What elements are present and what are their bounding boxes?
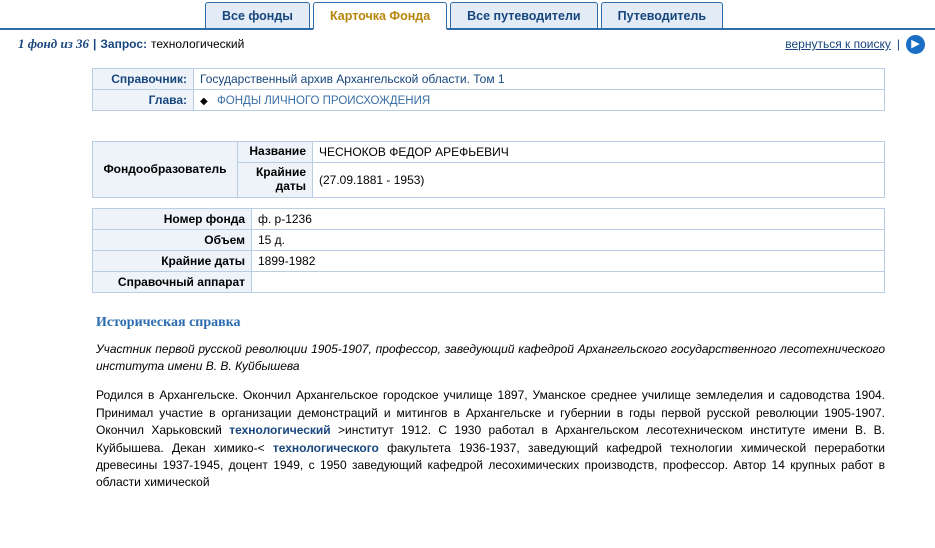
table-row xyxy=(93,208,885,229)
founder-table xyxy=(92,141,885,198)
body-text-part-2: >институт 1912. С 1930 работал в Архангельском лесотехническом институте имени В. В. Куйбышева. Декан химико-< xyxy=(96,423,885,455)
chapter-label: Глава: xyxy=(93,90,194,111)
table-row xyxy=(93,250,885,271)
fund-dates-value: 1899-1982 xyxy=(252,250,885,271)
reference-table xyxy=(92,68,885,111)
chapter-link[interactable]: ФОНДЫ ЛИЧНОГО ПРОИСХОЖДЕНИЯ xyxy=(217,95,431,107)
body-highlight-2: технологического xyxy=(272,440,379,455)
back-to-search-link[interactable]: вернуться к поиску xyxy=(785,37,891,51)
tab-all-funds[interactable]: Все фонды xyxy=(205,2,310,28)
historical-note-body xyxy=(96,387,885,491)
founder-dates-label: Крайние даты xyxy=(238,163,313,198)
founder-label: Фондообразователь xyxy=(93,142,238,198)
fund-volume-value: 15 д. xyxy=(252,229,885,250)
fund-number-value: ф. р-1236 xyxy=(252,208,885,229)
spacer xyxy=(92,111,885,141)
next-arrow-icon[interactable]: ▶ xyxy=(906,35,925,54)
founder-name-value: ЧЕСНОКОВ ФЕДОР АРЕФЬЕВИЧ xyxy=(313,142,885,163)
tab-all-guides[interactable]: Все путеводители xyxy=(450,2,597,28)
table-row xyxy=(93,229,885,250)
query-bar-actions xyxy=(785,35,925,54)
fund-dates-label: Крайние даты xyxy=(93,250,252,271)
body-text-part-1: Родился в Архангельске. Окончил Архангельское городское училище 1897, Уманское среднее училище земледелия и садоводства 1904. Принимал участие в организации демонстраций и митингов в Архангельске и губернии в годы первой русской революции 1905-1907. Окончил Харьковский xyxy=(96,388,885,438)
tab-fund-card[interactable]: Карточка Фонда xyxy=(313,2,447,30)
tab-guide[interactable]: Путеводитель xyxy=(601,2,723,28)
table-row xyxy=(93,69,885,90)
table-row xyxy=(93,90,885,111)
actions-separator: | xyxy=(896,37,900,51)
table-row xyxy=(93,142,885,163)
guide-label: Справочник: xyxy=(93,69,194,90)
guide-link[interactable]: Государственный архив Архангельской области. Том 1 xyxy=(200,72,505,86)
body-text-part-3: факультета 1936-1937, заведующий кафедрой технологии химической переработки древесины 1937-1945, доцент 1949, с 1950 заведующий кафедрой лесохимических производств, профессор. Автор 14 крупных работ в области химической xyxy=(96,440,885,490)
spacer xyxy=(92,198,885,208)
query-label: Запрос: xyxy=(100,37,148,51)
query-bar xyxy=(0,30,935,54)
fund-volume-label: Объем xyxy=(93,229,252,250)
table-row xyxy=(93,271,885,292)
historical-note-summary: Участник первой русской революции 1905-1907, профессор, заведующий кафедрой Архангельского государственного лесотехнического института имени В. В. Куйбышева xyxy=(96,341,885,373)
historical-note-title: Историческая справка xyxy=(96,314,241,330)
fund-number-label: Номер фонда xyxy=(93,208,252,229)
tab-bar xyxy=(0,0,935,30)
query-value: технологический xyxy=(151,37,245,51)
body-highlight-1: технологический xyxy=(229,423,331,438)
guide-value-cell xyxy=(194,69,885,90)
fund-apparatus-label: Справочный аппарат xyxy=(93,271,252,292)
chapter-value-cell xyxy=(194,90,885,111)
query-separator: | xyxy=(93,37,97,51)
fund-table xyxy=(92,208,885,293)
bullet-icon: ◆ xyxy=(200,96,208,107)
result-count: 1 фонд из 36 xyxy=(18,36,90,51)
fund-apparatus-value xyxy=(252,271,885,292)
founder-name-label: Название xyxy=(238,142,313,163)
content-area xyxy=(0,54,935,492)
founder-dates-value: (27.09.1881 - 1953) xyxy=(313,163,885,198)
